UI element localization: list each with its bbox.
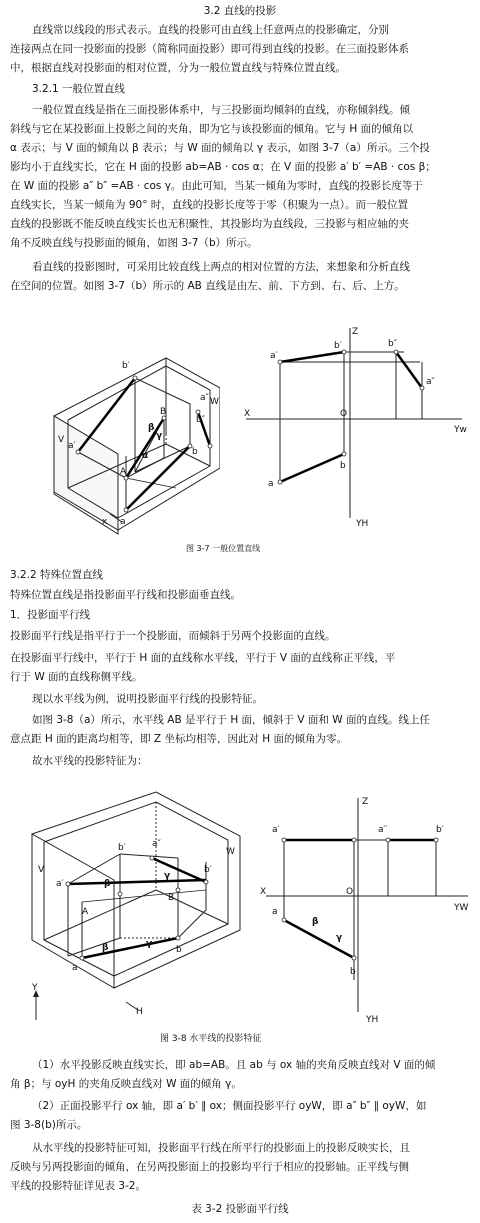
paragraph-line: 看直线的投影图时，可采用比较直线上两点的相对位置的方法，来想象和分析直线	[32, 261, 410, 273]
paragraph-line: 特殊位置直线是指投影面平行线和投影面垂直线。	[10, 589, 241, 601]
line-a1b1	[280, 352, 344, 362]
line-a1b1	[68, 880, 206, 884]
label-O: O	[346, 887, 354, 897]
paragraph-line: （1）水平投影反映直线实长，即 ab=AB。且 ab 与 ox 轴的夹角反映直线对 V 面的倾	[32, 1059, 436, 1071]
label-YH: YH	[356, 519, 369, 529]
label-a1: a′	[68, 441, 76, 451]
paragraph-line: 直线实长，当某一倾角为 90° 时，直线的投影长度等于零（积聚为一点）。而一般位置	[10, 199, 409, 211]
label-O: O	[340, 409, 348, 419]
label-B: B	[160, 407, 167, 417]
label-Y: Y	[32, 983, 38, 993]
label-V: V	[58, 435, 65, 445]
label-H: H	[136, 1007, 143, 1017]
figure-3-8a	[28, 790, 244, 1022]
label-a2: a″	[200, 393, 209, 403]
paragraph-line: 角 β；与 oyH 的夹角反映直线对 W 面的倾角 γ。	[10, 1078, 242, 1090]
label-a: a	[120, 517, 126, 527]
label-Z: Z	[362, 797, 369, 807]
label-a1: a′	[272, 825, 280, 835]
paragraph-line: 斜线与它在某投影面上投影之间的夹角，即为它与该投影面的倾角。它与 H 面的倾角以	[10, 123, 414, 135]
label-b: b	[350, 967, 356, 977]
paragraph-line: 中，根据直线对投影面的相对位置，分为一般位置直线与特殊位置直线。	[10, 62, 346, 74]
paragraph-line: α 表示；与 V 面的倾角以 β 表示；与 W 面的倾角以 γ 表示，如图 3-7（a）所示。三个投	[10, 142, 430, 154]
paragraph-line: 平线的投影特征详见表 3-2。	[10, 1180, 146, 1192]
label-b: b	[192, 447, 198, 457]
label-a: a	[268, 479, 274, 489]
label-B: B	[168, 893, 175, 903]
label-b2: b′	[436, 825, 444, 835]
line-ab	[126, 446, 190, 510]
table-3-2-title: 表 3-2 投影面平行线	[191, 1203, 289, 1215]
paragraph-line: 在 W 面的投影 a″ b″ =AB · cos γ。由此可知，当某一倾角为零时，直线的投影长度等于	[10, 180, 423, 192]
label-gamma: γ	[336, 933, 343, 943]
label-A: A	[120, 467, 127, 477]
label-Yw: Yw	[454, 425, 467, 435]
paragraph-line: 故水平线的投影特征为：	[32, 755, 148, 767]
label-x: x	[102, 517, 108, 527]
figure-3-8b	[254, 790, 474, 1026]
heading-3-2-1: 3.2.1 一般位置直线	[32, 83, 126, 95]
label-X: X	[260, 887, 267, 897]
line-ab	[280, 454, 344, 482]
label-A: A	[82, 907, 89, 917]
paragraph-line: （2）正面投影平行 ox 轴，即 a′ b′ ∥ ox；侧面投影平行 oyW，即 a″ b″ ∥ oyW，如	[32, 1100, 427, 1112]
label-b: b	[176, 945, 182, 955]
label-b: b	[340, 461, 346, 471]
label-a1: a′	[270, 351, 278, 361]
paragraph-line: 直线的投影既不能反映直线实长也无积聚性，其投影均为直线段，三投影与相应轴的夹	[10, 218, 409, 230]
label-b2: b′	[204, 865, 212, 875]
line-a2b2	[152, 858, 206, 882]
paragraph-line: 在投影面平行线中，平行于 H 面的直线称水平线，平行于 V 面的直线称正平线，平	[10, 652, 396, 664]
label-X: X	[244, 409, 251, 419]
label-W: W	[210, 397, 219, 407]
label-V: V	[38, 865, 45, 875]
paragraph-line: 图 3-8(b)所示。	[10, 1119, 88, 1131]
label-beta: β	[148, 423, 155, 433]
heading-parallel-lines: 1．投影面平行线	[10, 609, 91, 621]
label-beta-lower: β	[102, 943, 109, 953]
label-b1: b′	[334, 341, 342, 351]
label-gamma-upper: γ	[164, 871, 171, 881]
paragraph-line: 在空间的位置。如图 3-7（b）所示的 AB 直线是由左、前、下方到、右、后、上方。	[10, 280, 405, 292]
label-b2: b″	[388, 339, 398, 349]
label-a2: a′′	[378, 825, 388, 835]
paragraph-line: 行于 W 面的直线称侧平线。	[10, 671, 143, 683]
paragraph-line: 一般位置直线是指在三面投影体系中，与三投影面均倾斜的直线，亦称倾斜线。倾	[32, 104, 410, 116]
label-a: a	[272, 907, 278, 917]
label-gamma: γ	[156, 431, 163, 441]
paragraph-line: 角不反映直线与投影面的倾角，如图 3-7（b）所示。	[10, 237, 258, 249]
label-b2: b″	[196, 415, 206, 425]
paragraph-line: 直线常以线段的形式表示。直线的投影可由直线上任意两点的投影确定，分别	[32, 24, 389, 36]
paragraph-line: 反映与另两投影面的倾角，在另两投影面上的投影均平行于相应的投影轴。正平线与侧	[10, 1161, 409, 1173]
paragraph-line: 如图 3-8（a）所示，水平线 AB 是平行于 H 面，倾斜于 V 面和 W 面的直线。线上任	[32, 714, 430, 726]
line-ab	[82, 938, 178, 958]
label-beta: β	[312, 917, 319, 927]
paragraph-line: 意点距 H 面的距离均相等，即 Z 坐标均相等，因此对 H 面的倾角为零。	[10, 733, 348, 745]
heading-3-2-2: 3.2.2 特殊位置直线	[10, 569, 104, 581]
figure-3-7b	[236, 322, 472, 532]
label-b1: b′	[118, 843, 126, 853]
label-a2: a″	[152, 839, 161, 849]
label-Z: Z	[352, 327, 359, 337]
figure-3-7-caption: 图 3-7 一般位置直线	[186, 544, 261, 553]
line-b2a2	[396, 352, 422, 388]
paragraph-line: 投影面平行线是指平行于一个投影面，而倾斜于另两个投影面的直线。	[10, 630, 336, 642]
label-a2: a″	[426, 377, 435, 387]
paragraph-line: 影均小于直线实长，它在 H 面的投影 ab=AB · cos α；在 V 面的投影 a′ b′ =AB · cos β；	[10, 161, 436, 173]
label-gamma-lower: γ	[146, 939, 153, 949]
label-a: a	[72, 963, 78, 973]
paragraph-line: 从水平线的投影特征可知，投影面平行线在所平行的投影面上的投影反映实长，且	[32, 1142, 410, 1154]
label-beta-upper: β	[104, 879, 111, 889]
figure-3-7a	[50, 318, 220, 538]
line-ab	[284, 920, 354, 958]
label-YH: YH	[366, 1015, 379, 1025]
label-b1: b′	[122, 361, 130, 371]
label-a1: a′	[56, 879, 64, 889]
paragraph-line: 现以水平线为例，说明投影面平行线的投影特征。	[32, 693, 263, 705]
paragraph-line: 连接两点在同一投影面的投影（简称同面投影）即可得到直线的投影。在三面投影体系	[10, 43, 409, 55]
label-alpha: α	[142, 451, 149, 461]
label-W: W	[226, 847, 235, 857]
heading-3-2: 3.2 直线的投影	[203, 5, 277, 17]
label-YW: YW	[454, 903, 469, 913]
figure-3-8-caption: 图 3-8 水平线的投影特征	[160, 1034, 262, 1044]
